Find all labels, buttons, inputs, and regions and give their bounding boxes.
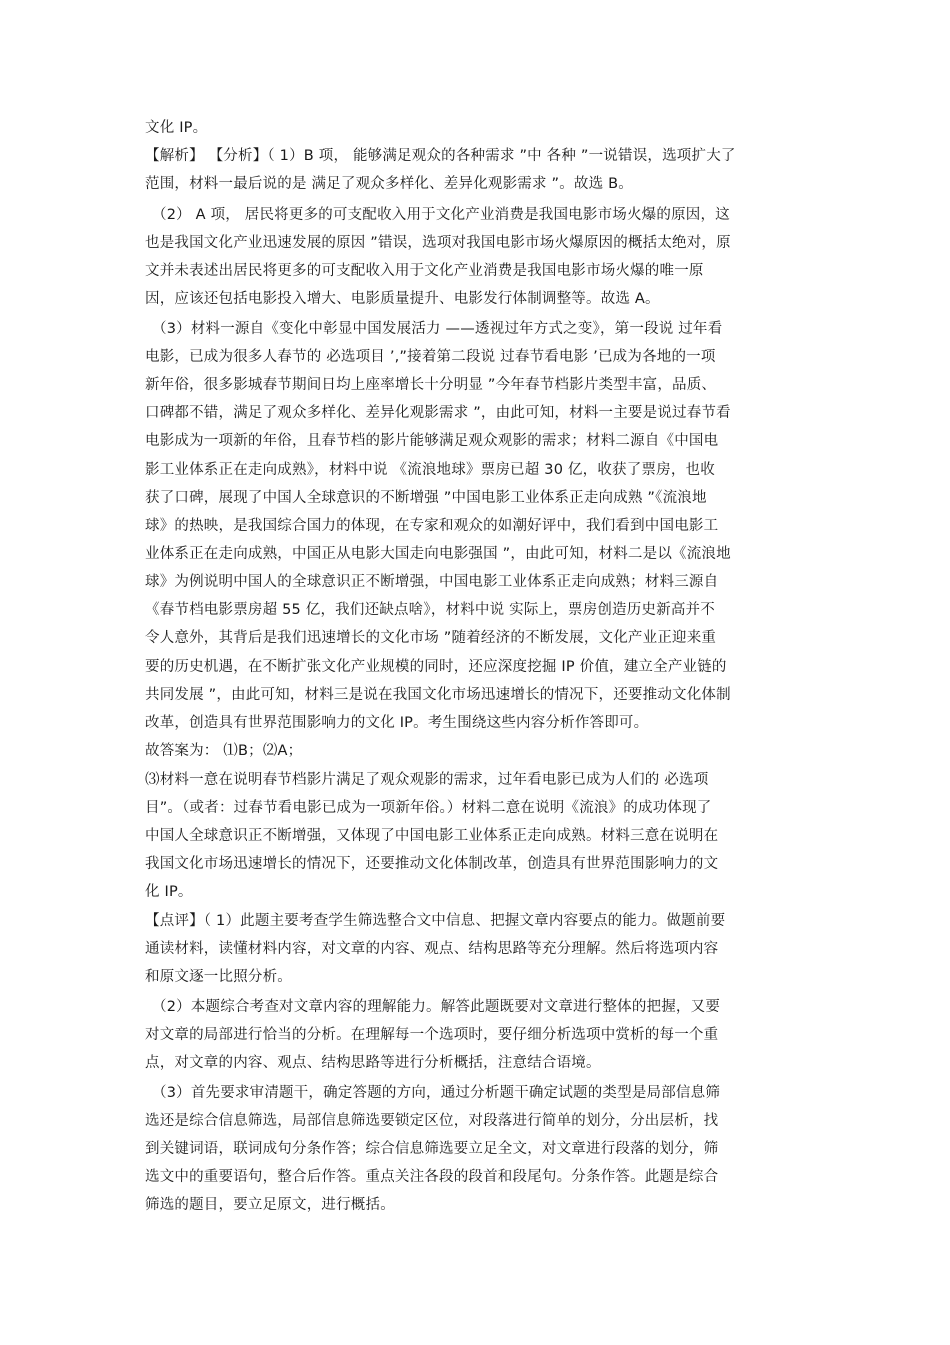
text-line: 也是我国文化产业迅速发展的原因 ”错误，选项对我国电影市场火爆原因的概括太绝对，原 [145, 235, 731, 251]
text-line: 通读材料，读懂材料内容，对文章的内容、观点、结构思路等充分理解。然后将选项内容 [145, 941, 719, 957]
text-line: （2）本题综合考查对文章内容的理解能力。解答此题既要对文章进行整体的把握，又要 [152, 999, 721, 1015]
text-line: 球》的热映，是我国综合国力的体现，在专家和观众的如潮好评中，我们看到中国电影工 [145, 518, 719, 534]
text-line: 电影成为一项新的年俗，且春节档的影片能够满足观众观影的需求；材料二源自《中国电 [145, 433, 719, 449]
text-line: 中国人全球意识正不断增强，又体现了中国电影工业体系正走向成熟。材料三意在说明在 [145, 828, 719, 844]
text-line: 令人意外，其背后是我们迅速增长的文化市场 ”随着经济的不断发展，文化产业正迎来重 [145, 630, 717, 646]
text-line: 化 IP。 [145, 884, 193, 900]
text-line: 对文章的局部进行恰当的分析。在理解每一个选项时，要仔细分析选项中赏析的每一个重 [145, 1027, 719, 1043]
text-line: （3）首先要求审清题干，确定答题的方向，通过分析题干确定试题的类型是局部信息筛 [152, 1085, 721, 1101]
answer-line: 故答案为： ⑴B；⑵A； [145, 743, 303, 759]
text-line: 球》为例说明中国人的全球意识正不断增强，中国电影工业体系正走向成熟；材料三源自 [145, 574, 719, 590]
text-line: 《春节档电影票房超 55 亿，我们还缺点啥》，材料中说 实际上，票房创造历史新高并不 [145, 602, 715, 618]
text-line: 因，应该还包括电影投入增大、电影质量提升、电影发行体制调整等。故选 A。 [145, 291, 660, 307]
analysis-heading-line: 【解析】 【分析】（ 1）B 项， 能够满足观众的各种需求 ”中 各种 ”一说错误，选项扩大了 [145, 148, 736, 164]
text-line: 到关键词语，联词成句分条作答；综合信息筛选要立足全文，对文章进行段落的划分，筛 [145, 1141, 719, 1157]
text-line: 筛选的题目，要立足原文，进行概括。 [145, 1197, 395, 1213]
comment-heading-line: 【点评】（ 1）此题主要考查学生筛选整合文中信息、把握文章内容要点的能力。做题前要 [145, 913, 726, 929]
text-line: （3）材料一源自《变化中彰显中国发展活力 ——透视过年方式之变》，第一段说 过年看 [152, 321, 723, 337]
text-line: 范围，材料一最后说的是 满足了观众多样化、差异化观影需求 ”。故选 B。 [145, 176, 633, 192]
text-line: 电影，已成为很多人春节的 必选项目 ’,”接着第二段说 过春节看电影 ’已成为各地的一项 [145, 349, 716, 365]
text-line: 文化 IP。 [145, 120, 208, 136]
text-line: 选文中的重要语句，整合后作答。重点关注各段的段首和段尾句。分条作答。此题是综合 [145, 1169, 719, 1185]
text-line: 获了口碑，展现了中国人全球意识的不断增强 ”中国电影工业体系正走向成熟 ”《流浪地 [145, 490, 707, 506]
text-line: 文并未表述出居民将更多的可支配收入用于文化产业消费是我国电影市场火爆的唯一原 [145, 263, 704, 279]
text-line: 影工业体系正在走向成熟》，材料中说 《流浪地球》票房已超 30 亿，收获了票房，也收 [145, 462, 715, 478]
text-line: 业体系正在走向成熟，中国正从电影大国走向电影强国 ”，由此可知，材料二是以《流浪地 [145, 546, 731, 562]
text-line: 共同发展 ”，由此可知，材料三是说在我国文化市场迅速增长的情况下，还要推动文化体制 [145, 687, 731, 703]
text-line: 新年俗，很多影城春节期间日均上座率增长十分明显 ”今年春节档影片类型丰富，品质、 [145, 377, 717, 393]
text-line: 口碑都不错，满足了观众多样化、差异化观影需求 ”，由此可知，材料一主要是说过春节看 [145, 405, 731, 421]
text-line: 选还是综合信息筛选，局部信息筛选要锁定区位，对段落进行简单的划分，分出层析，找 [145, 1113, 719, 1129]
text-line: 和原文逐一比照分析。 [145, 969, 292, 985]
text-line: 目”。（或者：过春节看电影已成为一项新年俗。）材料二意在说明《流浪》的成功体现了 [145, 800, 712, 816]
text-line: 要的历史机遇，在不断扩张文化产业规模的同时，还应深度挖掘 IP 价值，建立全产业链的 [145, 659, 727, 675]
text-line: 我国文化市场迅速增长的情况下，还要推动文化体制改革，创造具有世界范围影响力的文 [145, 856, 719, 872]
text-line: ⑶材料一意在说明春节档影片满足了观众观影的需求，过年看电影已成为人们的 必选项 [145, 772, 709, 788]
text-line: 改革，创造具有世界范围影响力的文化 IP。考生围绕这些内容分析作答即可。 [145, 715, 649, 731]
text-line: （2） A 项， 居民将更多的可支配收入用于文化产业消费是我国电影市场火爆的原因，这 [152, 207, 730, 223]
text-line: 点，对文章的内容、观点、结构思路等进行分析概括，注意结合语境。 [145, 1055, 601, 1071]
